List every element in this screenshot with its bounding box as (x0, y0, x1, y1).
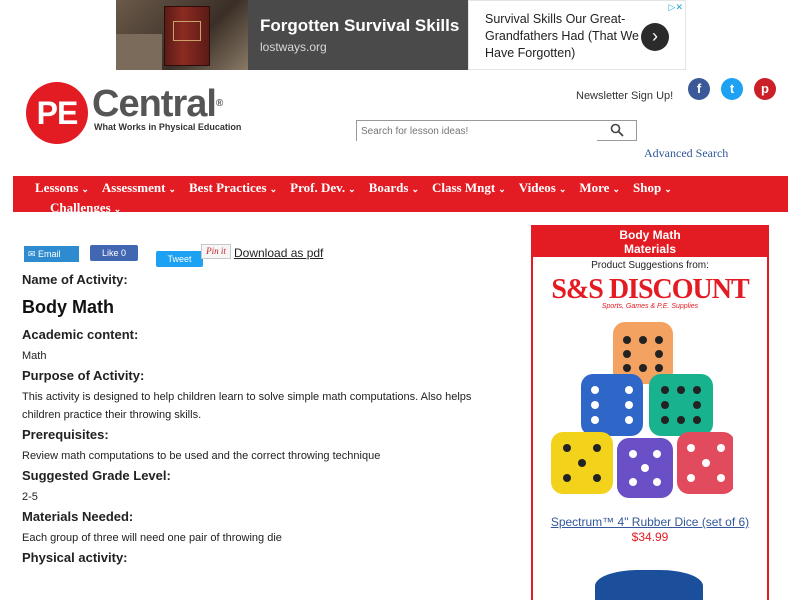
ad-arrow-icon[interactable]: › (641, 23, 669, 51)
nav-item-lessons[interactable] (35, 180, 89, 200)
chevron-down-icon: ⌄ (558, 184, 567, 194)
product-link[interactable]: Spectrum™ 4" Rubber Dice (set of 6) (550, 515, 750, 529)
prerequisites-text: Review math computations to be used and the correct throwing technique (22, 450, 381, 462)
tweet-label: Tweet (167, 254, 192, 264)
chevron-down-icon: ⌄ (664, 184, 672, 194)
nav-item-boards[interactable] (369, 180, 419, 200)
nav-item-challenges[interactable] (50, 200, 121, 220)
facebook-icon[interactable]: f (688, 78, 710, 100)
logo-tagline: What Works in Physical Education (94, 122, 242, 132)
chevron-down-icon: ⌄ (113, 204, 122, 214)
ad-title[interactable]: Forgotten Survival Skills (260, 16, 460, 35)
sidebar-title: Body Math Materials (531, 225, 769, 257)
site-logo[interactable] (26, 82, 241, 144)
nav-item-label: Class Mngt (432, 180, 496, 195)
chevron-down-icon: ⌄ (348, 184, 356, 194)
search-box[interactable] (356, 120, 637, 141)
ad-headline-block[interactable] (248, 0, 468, 70)
share-email-button[interactable]: ✉ Email (24, 246, 79, 262)
nav-row-1 (35, 180, 788, 200)
nav-item-best-practices[interactable] (189, 180, 277, 200)
chevron-down-icon: ⌄ (498, 184, 506, 194)
ad-image-house (116, 34, 162, 70)
nav-item-assessment[interactable] (102, 180, 176, 200)
nav-row-2 (50, 200, 788, 220)
grade-level-value: 2-5 (22, 491, 38, 503)
sidebar-subtitle: Product Suggestions from: (591, 260, 709, 271)
ss-discount-brand: S&S DISCOUNT (551, 274, 749, 305)
nav-item-label: Best Practices (189, 180, 267, 195)
chevron-down-icon: ⌄ (612, 184, 620, 194)
activity-title: Body Math (22, 297, 114, 317)
twitter-icon[interactable]: t (721, 78, 743, 100)
download-pdf-link[interactable]: Download as pdf (234, 246, 324, 260)
nav-item-prof-dev[interactable] (290, 180, 356, 200)
materials-label: Materials Needed: (22, 509, 134, 524)
chevron-down-icon: ⌄ (269, 184, 278, 194)
like-label: Like 0 (101, 248, 127, 258)
advanced-search-link[interactable]: Advanced Search (644, 146, 729, 160)
chevron-down-icon: ⌄ (81, 184, 89, 194)
nav-item-label: Lessons (35, 180, 79, 195)
physical-activity-label: Physical activity: (22, 550, 128, 565)
ad-description-block[interactable] (468, 0, 686, 70)
name-of-activity-label: Name of Activity: (22, 272, 128, 287)
academic-content-value: Math (22, 350, 47, 362)
nav-item-more[interactable] (579, 180, 620, 200)
logo-word (92, 82, 241, 126)
tweet-button[interactable] (156, 251, 203, 267)
logo-registered: ® (215, 98, 223, 109)
newsletter-signup-link[interactable]: Newsletter Sign Up! (576, 90, 674, 102)
chevron-down-icon: ⌄ (168, 184, 177, 194)
ss-discount-logo[interactable] (533, 274, 767, 310)
nav-item-label: Assessment (101, 180, 166, 195)
product-image-dice[interactable] (533, 320, 733, 510)
grade-level-label: Suggested Grade Level: (22, 468, 171, 483)
nav-item-label: More (579, 180, 610, 195)
nav-item-label: Shop (633, 180, 662, 195)
nav-item-label: Challenges (50, 200, 111, 215)
pinterest-icon[interactable]: p (754, 78, 776, 100)
ad-text[interactable]: Survival Skills Our Great-Grandfathers Had (That We Have Forgotten) (485, 12, 640, 60)
purpose-label: Purpose of Activity: (22, 368, 145, 383)
adchoices-icon[interactable]: ▷✕ (668, 2, 683, 12)
main-nav (13, 176, 788, 215)
nav-item-class-mngt[interactable] (432, 180, 506, 200)
materials-text: Each group of three will need one pair of throwing die (22, 532, 282, 544)
logo-word-text: Central (92, 83, 216, 125)
product-price: $34.99 (631, 530, 669, 544)
materials-sidebar (531, 225, 769, 600)
search-input[interactable] (357, 122, 597, 141)
ad-url: lostways.org (260, 40, 327, 54)
facebook-like-button[interactable] (90, 245, 138, 261)
ad-image[interactable] (116, 0, 248, 70)
academic-content-label: Academic content: (22, 327, 139, 342)
nav-item-label: Boards (368, 180, 409, 195)
share-email-label: Email (38, 249, 61, 259)
nav-item-shop[interactable] (633, 180, 672, 200)
logo-text-block (92, 82, 241, 132)
next-product-image[interactable] (595, 570, 703, 600)
ad-image-book (164, 6, 210, 66)
nav-item-label: Prof. Dev. (290, 180, 346, 195)
ad-banner[interactable] (116, 0, 686, 70)
logo-pe-circle: PE (26, 82, 88, 144)
ss-discount-tagline: Sports, Games & P.E. Supplies (601, 303, 699, 310)
pin-it-button[interactable]: Pin it (201, 244, 231, 259)
nav-item-label: Videos (518, 180, 556, 195)
purpose-text: This activity is designed to help children learn to solve simple math computations. Also helps children practice their throwing skills. (22, 391, 472, 421)
chevron-down-icon: ⌄ (411, 184, 419, 194)
nav-item-videos[interactable] (519, 180, 567, 200)
search-icon[interactable] (610, 123, 624, 137)
lesson-article (22, 272, 502, 565)
prerequisites-label: Prerequisites: (22, 427, 109, 442)
